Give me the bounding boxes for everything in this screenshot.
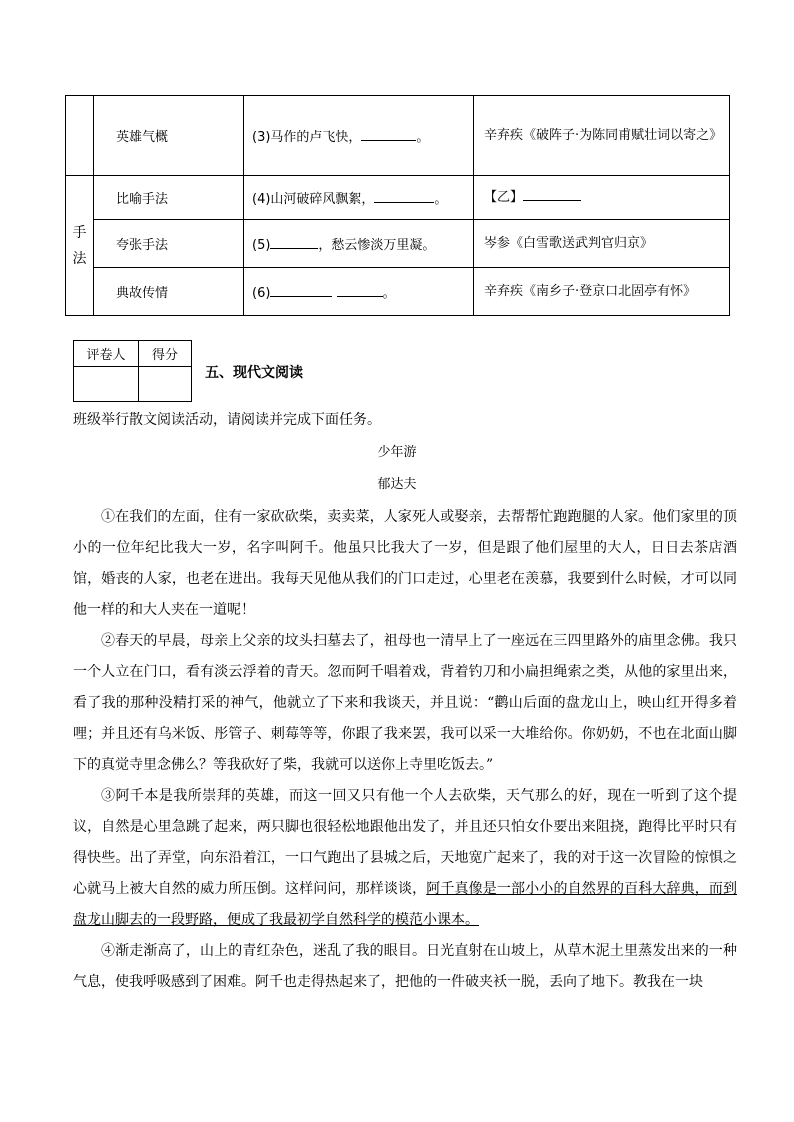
technique-cell: 夸张手法 (94, 220, 244, 268)
source-cell: 辛弃疾《南乡子·登京口北固亭有怀》 (474, 268, 730, 316)
answer-blank[interactable] (337, 283, 383, 297)
source-cell: 辛弃疾《破阵子·为陈同甫赋壮词以寄之》 (474, 96, 730, 176)
answer-blank[interactable] (361, 127, 416, 141)
score-box (73, 340, 192, 402)
paragraph-3 (73, 781, 737, 936)
verse-suffix: 。 (416, 130, 430, 145)
technique-cell: 英雄气概 (94, 96, 244, 176)
article-title: 少年游 (377, 445, 417, 460)
reviewer-label: 评卷人 (74, 341, 139, 367)
answer-blank[interactable] (270, 283, 332, 297)
verse-prefix: (6) (252, 286, 271, 301)
poem-table (65, 95, 730, 316)
verse-prefix: (4)山河破碎风飘絮， (252, 192, 375, 207)
underlined-sentence: 阿千真像是一部小小的自然界的百科大辞典，而到盘龙山脚去的一段野路，便成了我最初学自然科学的模范小课本。 (73, 881, 738, 928)
table-row (66, 220, 730, 268)
article-author: 郁达夫 (377, 477, 417, 492)
reviewer-field[interactable] (74, 367, 139, 402)
verse-cell (244, 176, 474, 220)
paragraph-3-text: ③阿千本是我所崇拜的英雄，而这一回又只有他一个人去砍柴，天气那么的好，现在一听到了这个提议，自然是心里急跳了起来，两只脚也很轻松地跟他出发了，并且还只怕女仆要出来阻挠，跑得比平时只有得快些。出了弄堂，向东沿着江，一口气跑出了县城之后，天地宽广起来了，我的对于这一次冒险的惊惧之心就马上被大自然的威力所压倒。这样问问，那样谈谈， (73, 788, 737, 897)
paragraph-2: ②春天的早晨，母亲上父亲的坟头扫墓去了，祖母也一清早上了一座远在三四里路外的庙里念佛。我只一个人立在门口，看有淡云浮着的青天。忽而阿千唱着戏，背着钓刀和小扁担绳索之类，从他的家里出来，看了我的那种没精打采的神气，他就立了下来和我谈天，并且说：“鹳山后面的盘龙山上，映山红开得多着哩；并且还有乌米饭、彤管子、刺莓等等，你跟了我来罢，我可以采一大堆给你。你奶奶，不也在北面山脚下的真觉寺里念佛么？等我砍好了柴，我就可以送你上寺里吃饭去。” (73, 633, 737, 773)
verse-suffix: 。 (434, 192, 448, 207)
table-row (66, 96, 730, 176)
table-row (66, 268, 730, 316)
paragraph-4: ④渐走渐高了，山上的青红杂色，迷乱了我的眼目。日光直射在山坡上，从草木泥土里蒸发出来的一种气息，使我呼吸感到了困难。阿千也走得热起来了，把他的一件破夹袄一脱，丢向了地下。教我在一块 (73, 943, 737, 990)
technique-cell: 典故传情 (94, 268, 244, 316)
article-body (73, 502, 737, 998)
paragraph-1: ①在我们的左面，住有一家砍砍柴，卖卖菜，人家死人或娶亲，去帮帮忙跑跑腿的人家。他们家里的顶小的一位年纪比我大一岁，名字叫阿千。他虽只比我大了一岁，但是跟了他们屋里的大人，日日去茶店酒馆，婚丧的人家，也老在进出。我每天见他从我们的门口走过，心里老在羡慕，我要到什么时候，才可以同他一样的和大人夹在一道呢！ (73, 509, 737, 618)
source-label: 【乙】 (484, 189, 524, 205)
verse-prefix: (5) (252, 238, 271, 253)
verse-suffix: 。 (382, 286, 396, 301)
category-cell-empty (66, 96, 94, 176)
source-cell (474, 176, 730, 220)
answer-blank[interactable] (374, 189, 434, 203)
verse-suffix: ，愁云惨淡万里凝。 (318, 238, 436, 253)
verse-cell (244, 220, 474, 268)
verse-cell (244, 96, 474, 176)
score-label: 得分 (139, 341, 192, 367)
verse-cell (244, 268, 474, 316)
answer-blank[interactable] (523, 187, 581, 201)
intro-text: 班级举行散文阅读活动，请阅读并完成下面任务。 (73, 412, 381, 428)
table-row (66, 176, 730, 220)
category-cell (66, 176, 94, 316)
technique-cell: 比喻手法 (94, 176, 244, 220)
source-cell: 岑参《白雪歌送武判官归京》 (474, 220, 730, 268)
verse-prefix: (3)马作的卢飞快， (252, 130, 362, 145)
score-field[interactable] (139, 367, 192, 402)
answer-blank[interactable] (270, 235, 318, 249)
category-label: 手法 (72, 224, 87, 267)
section-title: 五、现代文阅读 (205, 365, 303, 381)
